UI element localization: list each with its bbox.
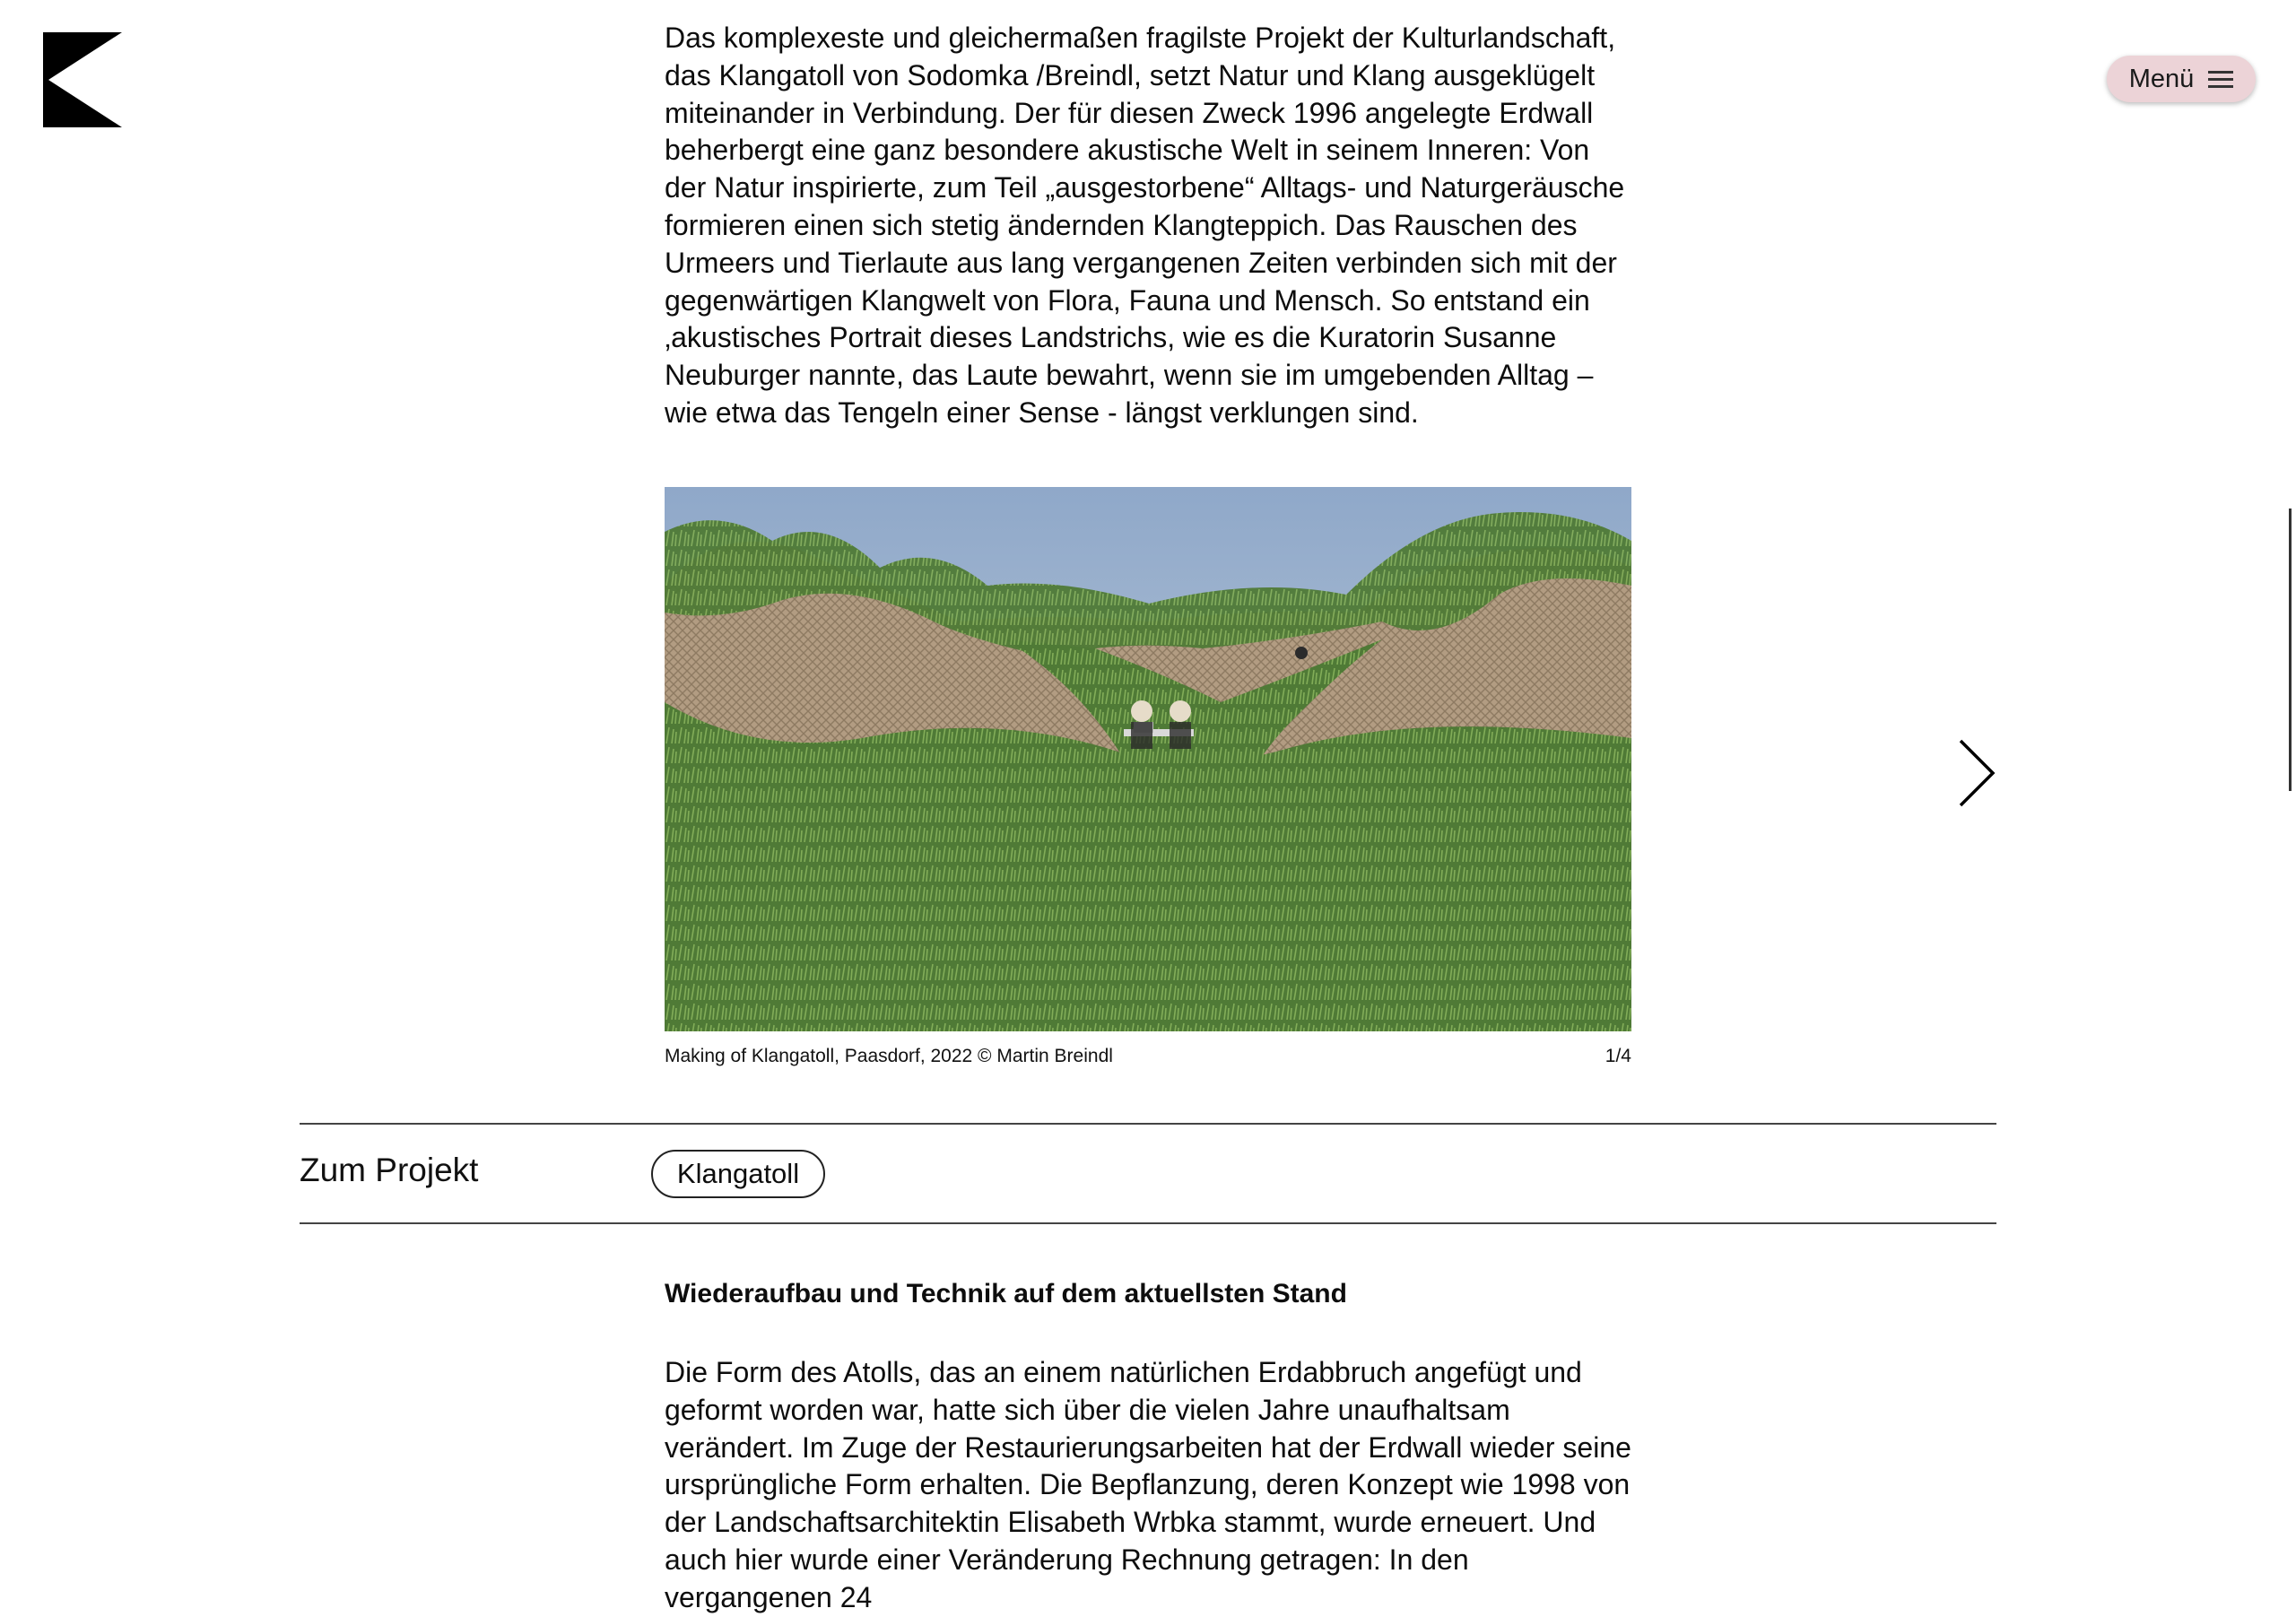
gallery-image[interactable] bbox=[665, 487, 1631, 1031]
divider-bottom bbox=[300, 1222, 1996, 1224]
k-logo-icon[interactable] bbox=[43, 32, 122, 127]
hamburger-icon bbox=[2208, 71, 2233, 88]
image-caption: Making of Klangatoll, Paasdorf, 2022 © Martin Breindl bbox=[665, 1046, 1113, 1066]
menu-button[interactable] bbox=[2107, 56, 2256, 102]
body-paragraph: Die Form des Atolls, das an einem natürlichen Erdabbruch angefügt und geformt worden war, hatte sich über die vielen Jahre unaufhaltsam verändert. Im Zuge der Restaurierungsarbeiten hat der Erdwall wieder seine ursprüngliche Form erhalten. Die Bepflanzung, deren Konzept wie 1998 von der Landschaftsarchitektin Elisabeth Wrbka stammt, wurde erneuert. Und auch hier wurde einer Veränderung Rechnung getragen: In den vergangenen 24 bbox=[665, 1356, 1631, 1613]
project-tag-klangatoll[interactable]: Klangatoll bbox=[651, 1150, 825, 1198]
scrollbar-thumb[interactable] bbox=[2289, 509, 2292, 791]
project-section-label: Zum Projekt bbox=[300, 1152, 479, 1188]
chevron-right-icon[interactable] bbox=[1955, 737, 2000, 809]
menu-label: Menü bbox=[2128, 64, 2195, 93]
intro-paragraph: Das komplexeste und gleichermaßen fragilste Projekt der Kulturlandschaft, das Klangatoll von Sodomka /Breindl, setzt Natur und Klang ausgeklügelt miteinander in Verbindung. Der für diesen Zweck 1996 angelegte Erdwall beherbergt eine ganz besondere akustische Welt in seinem Inneren: Von der Natur inspirierte, zum Teil „ausgestorbene“ Alltags- und Naturgeräusche formieren einen sich stetig ändernden Klangteppich. Das Rauschen des Urmeers und Tierlaute aus lang vergangenen Zeiten verbinden sich mit der gegenwärtigen Klangwelt von Flora, Fauna und Mensch. So entstand ein ‚akustisches Portrait dieses Landstrichs, wie es die Kuratorin Susanne Neuburger nannte, das Laute bewahrt, wenn sie im umgebenden Alltag – wie etwa das Tengeln einer Sense - längst verklungen sind. bbox=[665, 22, 1625, 429]
gallery-counter: 1/4 bbox=[1605, 1046, 1631, 1066]
divider-top bbox=[300, 1123, 1996, 1125]
section-subheading: Wiederaufbau und Technik auf dem aktuellsten Stand bbox=[665, 1279, 1347, 1308]
